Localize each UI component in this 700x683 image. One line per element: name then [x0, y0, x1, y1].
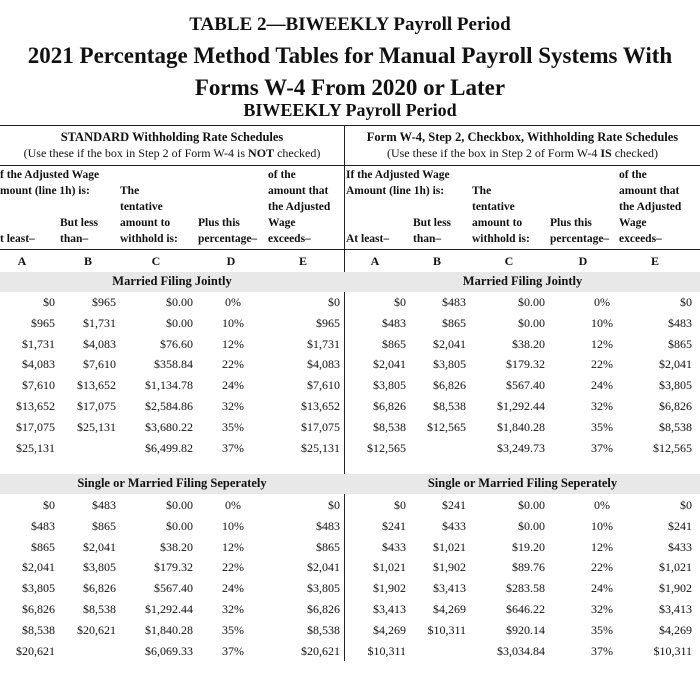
cell-tentative-withholding: $6,499.82	[145, 440, 193, 455]
top-rule	[0, 125, 700, 126]
cell-tentative-withholding: $0.00	[518, 315, 545, 330]
cell-tentative-withholding: $38.20	[512, 336, 545, 351]
cell-tentative-withholding: $2,584.86	[145, 399, 193, 413]
cell-but-less-than: $4,083	[83, 336, 116, 351]
cell-tentative-withholding: $6,069.33	[145, 643, 193, 658]
left-col-letter-d: D	[226, 254, 236, 268]
cell-exceeds: $6,826	[307, 602, 340, 616]
cell-percentage: 35%	[591, 419, 613, 434]
cell-at-least: $6,826	[373, 399, 406, 413]
cell-tentative-withholding: $567.40	[506, 378, 545, 393]
cell-exceeds: $12,565	[653, 440, 692, 455]
cell-tentative-withholding: $1,292.44	[145, 602, 193, 616]
right-col-letter-b: B	[432, 254, 441, 268]
left-col-letter-e: E	[298, 254, 307, 268]
left-wage-header: f the Adjusted Wage mount (line 1h) is:	[0, 169, 100, 197]
main-title-line-1: 2021 Percentage Method Tables for Manual Payroll Systems With	[27, 43, 673, 68]
cell-at-least: $241	[382, 518, 406, 533]
cell-percentage: 32%	[222, 399, 244, 413]
left-but-less-header: But less than–	[60, 217, 99, 245]
cell-but-less-than: $2,041	[83, 539, 116, 554]
left-tentative-header: The tentative amount to withhold is:	[120, 185, 178, 245]
left-col-letter-c: C	[151, 254, 161, 268]
cell-tentative-withholding: $646.22	[506, 602, 545, 616]
standard-schedule-title: STANDARD Withholding Rate Schedules	[60, 130, 284, 144]
cell-tentative-withholding: $38.20	[160, 539, 193, 554]
cell-exceeds: $483	[668, 315, 692, 330]
cell-but-less-than: $20,621	[77, 622, 116, 637]
cell-but-less-than: $3,805	[433, 357, 466, 372]
cell-exceeds: $3,805	[659, 378, 692, 393]
cell-but-less-than: $865	[442, 315, 466, 330]
cell-percentage: 10%	[222, 315, 244, 330]
cell-but-less-than: $13,652	[77, 378, 116, 393]
cell-at-least: $6,826	[22, 602, 55, 616]
cell-at-least: $3,413	[373, 602, 406, 616]
cell-percentage: 24%	[591, 581, 613, 596]
cell-at-least: $2,041	[373, 357, 406, 372]
cell-tentative-withholding: $76.60	[160, 336, 193, 351]
left-at-least-header: t least–	[0, 233, 35, 245]
cell-exceeds: $865	[316, 539, 340, 554]
cell-exceeds: $8,538	[307, 622, 340, 637]
cell-but-less-than: $865	[92, 518, 116, 533]
right-married-section-title: Married Filing Jointly	[462, 274, 583, 288]
cell-but-less-than: $1,902	[433, 560, 466, 575]
cell-exceeds: $0	[328, 498, 340, 512]
cell-but-less-than: $12,565	[427, 419, 466, 434]
cell-exceeds: $17,075	[301, 419, 340, 434]
cell-at-least: $2,041	[22, 560, 55, 575]
cell-but-less-than: $17,075	[77, 399, 116, 413]
cell-tentative-withholding: $3,680.22	[145, 419, 193, 434]
cell-at-least: $8,538	[373, 419, 406, 434]
cell-at-least: $13,652	[16, 399, 55, 413]
cell-exceeds: $965	[316, 315, 340, 330]
cell-exceeds: $865	[668, 336, 692, 351]
cell-tentative-withholding: $283.58	[506, 581, 545, 596]
cell-at-least: $20,621	[16, 643, 55, 658]
cell-at-least: $4,083	[22, 357, 55, 372]
cell-but-less-than: $8,538	[83, 602, 116, 616]
cell-but-less-than: $7,610	[83, 357, 116, 372]
cell-tentative-withholding: $19.20	[512, 539, 545, 554]
cell-percentage: 35%	[591, 622, 613, 637]
cell-percentage: 32%	[591, 399, 613, 413]
cell-tentative-withholding: $3,249.73	[497, 440, 545, 455]
cell-exceeds: $0	[328, 295, 340, 309]
cell-exceeds: $4,083	[307, 357, 340, 372]
right-col-letter-d: D	[578, 254, 588, 268]
cell-tentative-withholding: $567.40	[154, 581, 193, 596]
cell-percentage: 12%	[222, 539, 244, 554]
cell-at-least: $483	[382, 315, 406, 330]
cell-exceeds: $241	[668, 518, 692, 533]
cell-at-least: $433	[382, 539, 406, 554]
cell-exceeds: $0	[680, 295, 692, 309]
left-col-letter-a: A	[17, 254, 27, 268]
cell-at-least: $965	[31, 315, 55, 330]
left-married-section-title: Married Filing Jointly	[112, 274, 232, 288]
cell-but-less-than: $3,805	[83, 560, 116, 575]
cell-but-less-than: $10,311	[427, 622, 466, 637]
cell-exceeds: $1,731	[307, 336, 340, 351]
cell-but-less-than: $433	[442, 518, 466, 533]
header-rule	[0, 249, 700, 250]
cell-tentative-withholding: $920.14	[506, 622, 545, 637]
cell-percentage: 12%	[591, 336, 613, 351]
cell-percentage: 0%	[594, 295, 610, 309]
checkbox-schedule-title: Form W-4, Step 2, Checkbox, Withholding Rate Schedules	[366, 130, 679, 144]
cell-tentative-withholding: $0.00	[166, 518, 193, 533]
cell-at-least: $1,021	[373, 560, 406, 575]
cell-but-less-than: $483	[92, 498, 116, 512]
cell-but-less-than: $1,021	[433, 539, 466, 554]
cell-exceeds: $2,041	[307, 560, 340, 575]
right-at-least-header: At least–	[346, 233, 390, 245]
cell-percentage: 22%	[591, 560, 613, 575]
cell-at-least: $8,538	[22, 622, 55, 637]
cell-percentage: 12%	[591, 539, 613, 554]
cell-percentage: 37%	[591, 440, 613, 455]
cell-but-less-than: $3,413	[433, 581, 466, 596]
right-exceeds-header: of the amount that the Adjusted Wage exceeds–	[619, 169, 682, 245]
cell-percentage: 10%	[591, 518, 613, 533]
cell-percentage: 24%	[222, 581, 244, 596]
cell-at-least: $25,131	[16, 440, 55, 455]
cell-tentative-withholding: $0.00	[166, 315, 193, 330]
table-number-title: TABLE 2—BIWEEKLY Payroll Period	[189, 14, 511, 35]
cell-percentage: 32%	[591, 602, 613, 616]
cell-percentage: 22%	[591, 357, 613, 372]
main-title	[0, 40, 700, 104]
cell-exceeds: $0	[680, 498, 692, 512]
cell-at-least: $0	[43, 498, 55, 512]
cell-at-least: $3,805	[373, 378, 406, 393]
standard-schedule-subtitle: (Use these if the box in Step 2 of Form W-4 is NOT checked)	[23, 146, 321, 160]
cell-tentative-withholding: $0.00	[166, 498, 193, 512]
cell-tentative-withholding: $0.00	[518, 498, 545, 512]
cell-exceeds: $1,021	[659, 560, 692, 575]
cell-but-less-than: $6,826	[433, 378, 466, 393]
right-tentative-header: The tentative amount to withhold is:	[472, 185, 530, 245]
cell-but-less-than: $2,041	[433, 336, 466, 351]
cell-at-least: $483	[31, 518, 55, 533]
cell-at-least: $10,311	[367, 643, 406, 658]
cell-at-least: $0	[394, 498, 406, 512]
cell-percentage: 32%	[222, 602, 244, 616]
cell-tentative-withholding: $179.32	[506, 357, 545, 372]
cell-but-less-than: $6,826	[83, 581, 116, 596]
cell-exceeds: $1,902	[659, 581, 692, 596]
right-col-letter-e: E	[650, 254, 659, 268]
schedule-title-rule	[0, 165, 700, 166]
cell-but-less-than: $8,538	[433, 399, 466, 413]
cell-percentage: 37%	[222, 643, 244, 658]
cell-exceeds: $10,311	[653, 643, 692, 658]
cell-exceeds: $6,826	[659, 399, 692, 413]
left-exceeds-header: of the amount that the Adjusted Wage exceeds–	[268, 169, 331, 245]
cell-tentative-withholding: $0.00	[518, 295, 545, 309]
cell-tentative-withholding: $179.32	[154, 560, 193, 575]
cell-tentative-withholding: $1,840.28	[145, 622, 193, 637]
left-col-letter-b: B	[83, 254, 92, 268]
cell-percentage: 0%	[225, 498, 241, 512]
cell-percentage: 10%	[591, 315, 613, 330]
cell-tentative-withholding: $1,840.28	[497, 419, 545, 434]
cell-exceeds: $20,621	[301, 643, 340, 658]
cell-at-least: $865	[382, 336, 406, 351]
cell-but-less-than: $4,269	[433, 602, 466, 616]
right-wage-header: If the Adjusted Wage Amount (line 1h) is:	[346, 169, 450, 197]
cell-percentage: 12%	[222, 336, 244, 351]
cell-but-less-than: $25,131	[77, 419, 116, 434]
cell-tentative-withholding: $1,292.44	[497, 399, 545, 413]
cell-but-less-than: $965	[92, 295, 116, 309]
cell-at-least: $0	[43, 295, 55, 309]
cell-at-least: $17,075	[16, 419, 55, 434]
cell-exceeds: $483	[316, 518, 340, 533]
cell-exceeds: $3,805	[307, 581, 340, 596]
right-single-section-title: Single or Married Filing Seperately	[427, 476, 618, 490]
cell-percentage: 24%	[591, 378, 613, 393]
cell-percentage: 35%	[222, 622, 244, 637]
cell-tentative-withholding: $89.76	[512, 560, 545, 575]
cell-exceeds: $3,413	[659, 602, 692, 616]
cell-at-least: $1,902	[373, 581, 406, 596]
left-single-section-title: Single or Married Filing Seperately	[77, 476, 267, 490]
cell-at-least: $865	[31, 539, 55, 554]
cell-at-least: $12,565	[367, 440, 406, 455]
period-title: BIWEEKLY Payroll Period	[243, 100, 457, 120]
right-col-letter-c: C	[504, 254, 514, 268]
cell-at-least: $3,805	[22, 581, 55, 596]
cell-exceeds: $8,538	[659, 419, 692, 434]
left-percentage-header: Plus this percentage–	[198, 217, 258, 245]
cell-at-least: $4,269	[373, 622, 406, 637]
cell-percentage: 10%	[222, 518, 244, 533]
cell-tentative-withholding: $1,134.78	[145, 378, 193, 393]
cell-percentage: 0%	[225, 295, 241, 309]
cell-but-less-than: $483	[442, 295, 466, 309]
cell-percentage: 24%	[222, 378, 244, 393]
cell-at-least: $7,610	[22, 378, 55, 393]
cell-exceeds: $433	[668, 539, 692, 554]
right-percentage-header: Plus this percentage–	[550, 217, 610, 245]
cell-exceeds: $2,041	[659, 357, 692, 372]
cell-at-least: $0	[394, 295, 406, 309]
right-col-letter-a: A	[370, 254, 380, 268]
cell-tentative-withholding: $0.00	[518, 518, 545, 533]
cell-percentage: 37%	[222, 440, 244, 455]
cell-percentage: 22%	[222, 560, 244, 575]
main-title-line-2: Forms W-4 From 2020 or Later	[194, 75, 506, 100]
cell-tentative-withholding: $358.84	[154, 357, 193, 372]
cell-exceeds: $13,652	[301, 399, 340, 413]
cell-percentage: 22%	[222, 357, 244, 372]
cell-exceeds: $7,610	[307, 378, 340, 393]
cell-percentage: 0%	[594, 498, 610, 512]
checkbox-schedule-subtitle: (Use these if the box in Step 2 of Form W-4 IS checked)	[386, 146, 659, 160]
right-but-less-header: But less than–	[413, 217, 452, 245]
cell-tentative-withholding: $0.00	[166, 295, 193, 309]
cell-but-less-than: $1,731	[83, 315, 116, 330]
cell-tentative-withholding: $3,034.84	[497, 643, 545, 658]
cell-percentage: 37%	[591, 643, 613, 658]
cell-exceeds: $25,131	[301, 440, 340, 455]
cell-exceeds: $4,269	[659, 622, 692, 637]
cell-percentage: 35%	[222, 419, 244, 434]
cell-at-least: $1,731	[22, 336, 55, 351]
cell-but-less-than: $241	[442, 498, 466, 512]
